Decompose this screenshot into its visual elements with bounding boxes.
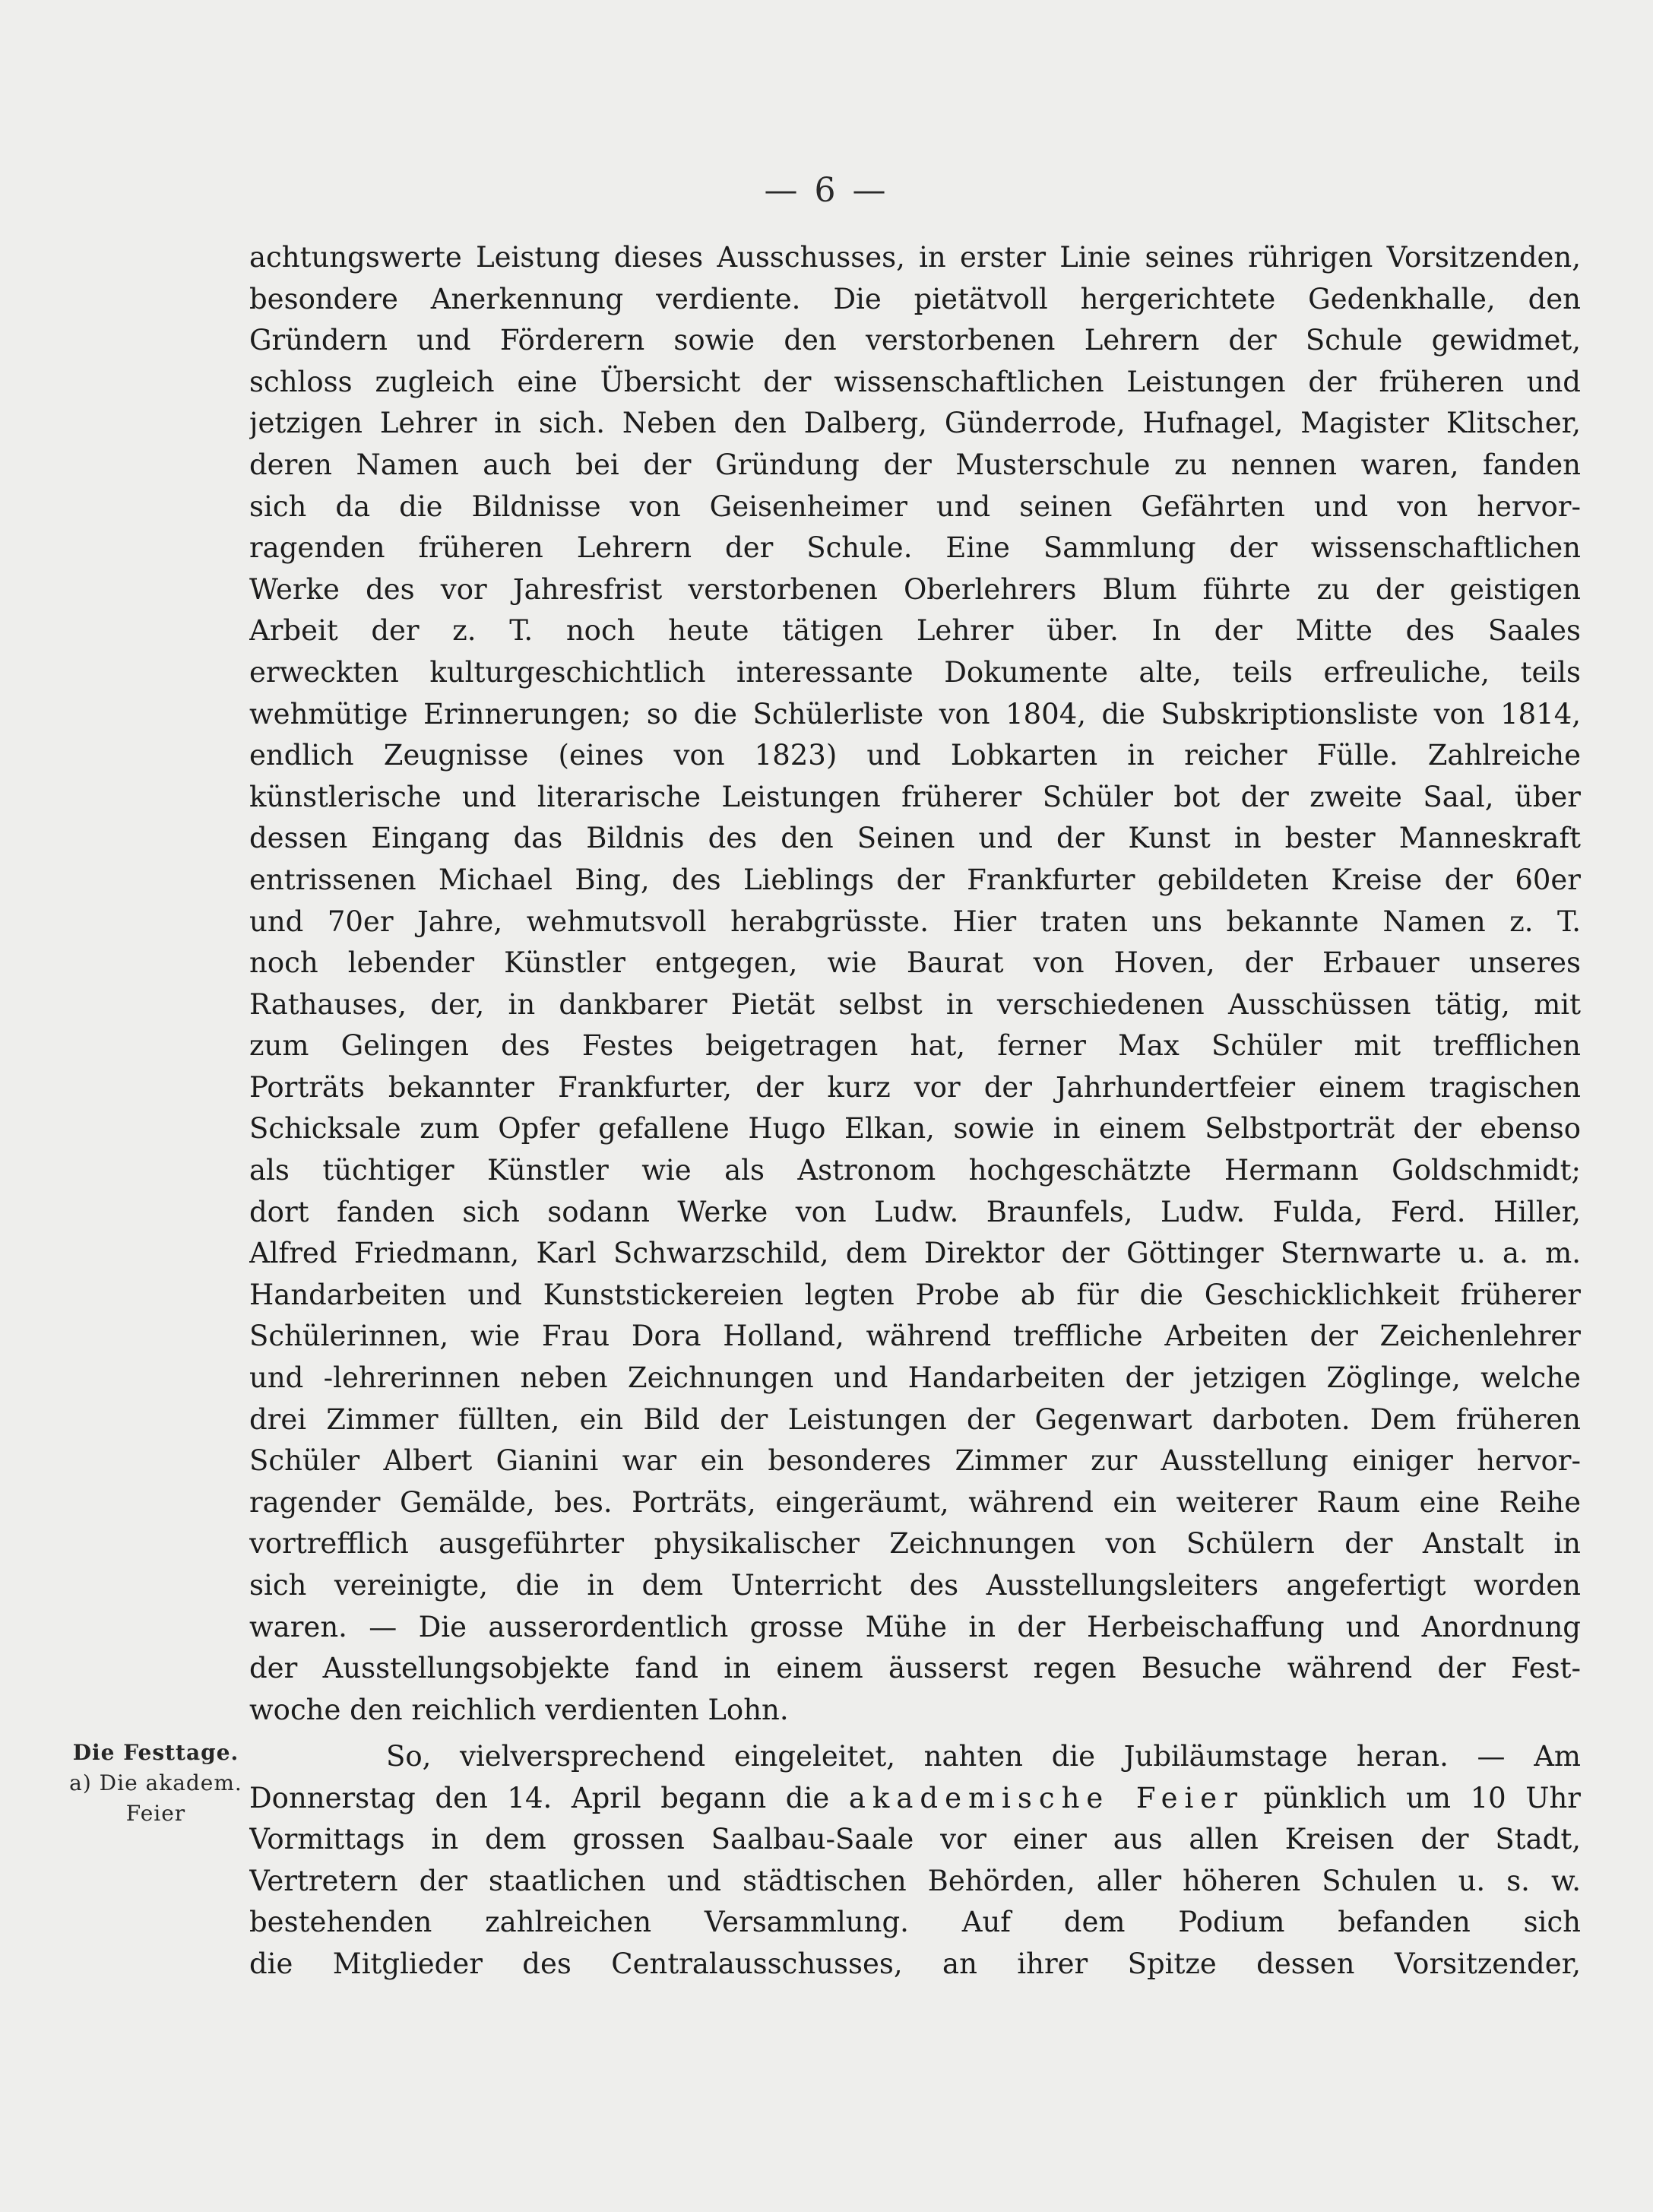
text-line: dort fanden sich sodann Werke von Ludw. Braunfels, Ludw. Fulda, Ferd. Hiller, — [249, 1195, 1581, 1228]
text-line: Vormittags in dem grossen Saalbau-Saale vor einer aus allen Kreisen der Stadt, — [249, 1823, 1581, 1856]
text-segment: pünklich um 10 Uhr — [1263, 1781, 1581, 1814]
text-line: Schülerinnen, wie Frau Dora Holland, während treffliche Arbeiten der Zeichenlehrer — [249, 1320, 1581, 1353]
text-line: deren Namen auch bei der Gründung der Musterschule zu nennen waren, fanden — [249, 448, 1581, 481]
text-line: jetzigen Lehrer in sich. Neben den Dalberg, Günderrode, Hufnagel, Magister Klitscher, — [249, 407, 1581, 440]
text-line: So, vielversprechend eingeleitet, nahten die Jubiläumstage heran. — Am — [386, 1740, 1581, 1773]
text-line: Arbeit der z. T. noch heute tätigen Lehrer über. In der Mitte des Saales — [249, 614, 1581, 648]
marginal-note — [53, 1738, 258, 1829]
second-paragraph — [249, 1736, 1581, 1985]
text-line: waren. — Die ausserordentlich grosse Mühe in der Herbeischaffung und Anordnung — [249, 1610, 1581, 1643]
text-line: ragender Gemälde, bes. Porträts, eingeräumt, während ein weiterer Raum eine Reihe — [249, 1485, 1581, 1519]
text-line: ragenden früheren Lehrern der Schule. Eine Sammlung der wissenschaftlichen — [249, 531, 1581, 565]
emphasized-text: akademische Feier — [848, 1781, 1244, 1814]
text-line: künstlerische und literarische Leistungen früherer Schüler bot der zweite Saal, über — [249, 780, 1581, 813]
text-line: der Ausstellungsobjekte fand in einem äusserst regen Besuche während der Fest- — [249, 1652, 1581, 1685]
text-line: endlich Zeugnisse (eines von 1823) und Lobkarten in reicher Fülle. Zahlreiche — [249, 739, 1581, 772]
text-line: Rathauses, der, in dankbarer Pietät selbst in verschiedenen Ausschüssen tätig, mit — [249, 987, 1581, 1021]
text-line: sich vereinigte, die in dem Unterricht des Ausstellungsleiters angefertigt worden — [249, 1569, 1581, 1602]
text-line: Handarbeiten und Kunststickereien legten Probe ab für die Geschicklichkeit früherer — [249, 1278, 1581, 1311]
main-paragraph — [249, 237, 1581, 1731]
text-line: und 70er Jahre, wehmutsvoll herabgrüsste. Hier traten uns bekannte Namen z. T. — [249, 905, 1581, 938]
page-number: — 6 — — [764, 171, 889, 210]
text-line: Schicksale zum Opfer gefallene Hugo Elkan, sowie in einem Selbstporträt der ebenso — [249, 1112, 1581, 1146]
marginal-note-subtitle: a) Die akadem. — [69, 1770, 242, 1795]
text-line: Vertretern der staatlichen und städtischen Behörden, aller höheren Schulen u. s. w. — [249, 1864, 1581, 1897]
text-line: wehmütige Erinnerungen; so die Schülerliste von 1804, die Subskriptionsliste von 1814, — [249, 697, 1581, 730]
text-line: zum Gelingen des Festes beigetragen hat, ferner Max Schüler mit trefflichen — [249, 1029, 1581, 1063]
text-line: woche den reichlich verdienten Lohn. — [249, 1693, 789, 1726]
text-line: und -lehrerinnen neben Zeichnungen und Handarbeiten der jetzigen Zöglinge, welche — [249, 1361, 1581, 1395]
text-segment: Donnerstag den 14. April begann die — [249, 1781, 830, 1814]
text-line — [249, 1778, 1581, 1820]
text-line: drei Zimmer füllten, ein Bild der Leistungen der Gegenwart darboten. Dem früheren — [249, 1402, 1581, 1436]
text-line: vortrefflich ausgeführter physikalischer Zeichnungen von Schülern der Anstalt in — [249, 1527, 1581, 1561]
text-line: dessen Eingang das Bildnis des den Seinen und der Kunst in bester Manneskraft — [249, 822, 1581, 855]
text-line: achtungswerte Leistung dieses Ausschusses, in erster Linie seines rührigen Vorsitzenden, — [249, 241, 1581, 274]
text-line: noch lebender Künstler entgegen, wie Baurat von Hoven, der Erbauer unseres — [249, 946, 1581, 980]
text-line: bestehenden zahlreichen Versammlung. Auf dem Podium befanden sich — [249, 1906, 1581, 1939]
text-line: erweckten kulturgeschichtlich interessante Dokumente alte, teils erfreuliche, teils — [249, 655, 1581, 689]
text-line: Porträts bekannter Frankfurter, der kurz vor der Jahrhundertfeier einem tragischen — [249, 1070, 1581, 1104]
text-line: die Mitglieder des Centralausschusses, an ihrer Spitze dessen Vorsitzender, — [249, 1947, 1581, 1980]
marginal-note-title: Die Festtage. — [72, 1740, 239, 1765]
text-line: als tüchtiger Künstler wie als Astronom hochgeschätzte Hermann Goldschmidt; — [249, 1154, 1581, 1187]
text-line: besondere Anerkennung verdiente. Die pietätvoll hergerichtete Gedenkhalle, den — [249, 282, 1581, 315]
marginal-note-subtitle: Feier — [125, 1801, 186, 1826]
text-line: Gründern und Förderern sowie den verstorbenen Lehrern der Schule gewidmet, — [249, 324, 1581, 357]
text-line: sich da die Bildnisse von Geisenheimer und seinen Gefährten und von hervor- — [249, 490, 1581, 523]
text-line: Schüler Albert Gianini war ein besonderes Zimmer zur Ausstellung einiger hervor- — [249, 1444, 1581, 1478]
text-line: entrissenen Michael Bing, des Lieblings der Frankfurter gebildeten Kreise der 60er — [249, 863, 1581, 896]
text-line: Werke des vor Jahresfrist verstorbenen Oberlehrers Blum führte zu der geistigen — [249, 572, 1581, 606]
text-line: schloss zugleich eine Übersicht der wissenschaftlichen Leistungen der früheren und — [249, 365, 1581, 398]
text-line: Alfred Friedmann, Karl Schwarzschild, dem Direktor der Göttinger Sternwarte u. a. m. — [249, 1237, 1581, 1270]
